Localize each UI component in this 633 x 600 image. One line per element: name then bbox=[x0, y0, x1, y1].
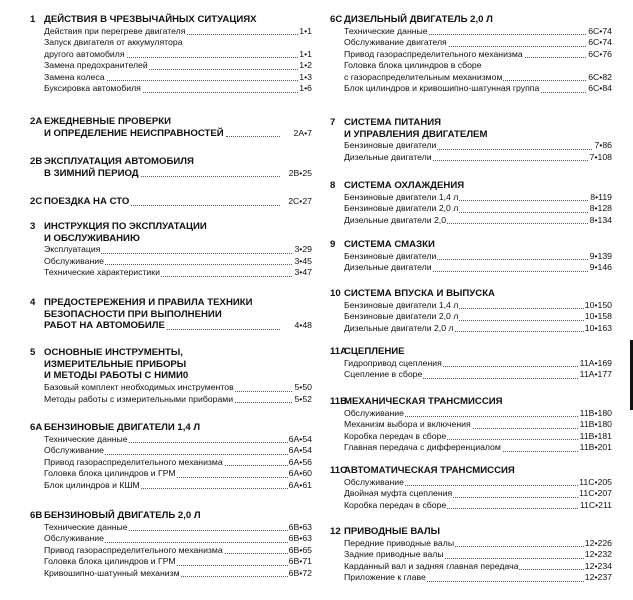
entry-page-number: 10•150 bbox=[584, 299, 612, 310]
entry-title: Бензиновые двигатели 1,4 л bbox=[344, 299, 459, 310]
chapter-title: ПРЕДОСТЕРЕЖЕНИЯ И ПРАВИЛА ТЕХНИКИ БЕЗОПАСНОСТИ ПРИ ВЫПОЛНЕНИИ РАБОТ НА АВТОМОБИЛЕ bbox=[44, 297, 253, 332]
toc-section bbox=[330, 465, 612, 511]
toc-entry[interactable] bbox=[330, 83, 612, 95]
entry-title: Технические данные bbox=[44, 433, 128, 444]
toc-entry[interactable] bbox=[30, 457, 312, 469]
entry-title: Эксплуатация bbox=[44, 244, 101, 255]
entry-title: Дизельные двигатели bbox=[344, 262, 432, 273]
chapter-heading[interactable] bbox=[30, 422, 312, 434]
entry-title: Передние приводные валы bbox=[344, 537, 455, 548]
chapter-page-number: 2A•7 bbox=[293, 127, 312, 138]
chapter-title: СИСТЕМА ПИТАНИЯ И УПРАВЛЕНИЯ ДВИГАТЕЛЕМ bbox=[344, 117, 488, 140]
chapter-title: ПРИВОДНЫЕ ВАЛЫ bbox=[344, 526, 441, 537]
chapter-number: 6A bbox=[30, 422, 43, 433]
toc-entry[interactable] bbox=[30, 267, 312, 279]
toc-entry[interactable] bbox=[330, 60, 612, 83]
chapter-title: ОСНОВНЫЕ ИНСТРУМЕНТЫ, ИЗМЕРИТЕЛЬНЫЕ ПРИБОРЫ И МЕТОДЫ РАБОТЫ С НИМИ0 bbox=[44, 347, 189, 382]
entry-title: Механизм выбора и включения bbox=[344, 419, 471, 430]
toc-section bbox=[30, 116, 312, 139]
toc-entry[interactable] bbox=[30, 468, 312, 480]
toc-entry[interactable] bbox=[330, 251, 612, 263]
entry-title: Головка блока цилиндров и ГРМ bbox=[44, 556, 176, 567]
entry-title: Дизельные двигатели bbox=[344, 151, 432, 162]
toc-section bbox=[30, 196, 312, 208]
entry-page-number: 11C•205 bbox=[579, 476, 612, 487]
chapter-heading[interactable] bbox=[30, 196, 312, 208]
chapter-number: 2A bbox=[30, 116, 43, 127]
entry-title: Замена колеса bbox=[44, 71, 105, 82]
entry-page-number: 11B•180 bbox=[579, 407, 612, 418]
entry-title: Блок цилиндров и КШМ bbox=[44, 479, 140, 490]
entry-page-number: 3•45 bbox=[294, 255, 312, 266]
toc-entry[interactable] bbox=[330, 561, 612, 573]
entry-page-number: 8•134 bbox=[589, 214, 612, 225]
entry-title-continued: другого автомобиля bbox=[44, 48, 125, 59]
entry-page-number: 8•119 bbox=[590, 191, 612, 202]
entry-page-number: 3•29 bbox=[294, 244, 312, 255]
chapter-number: 11A bbox=[330, 346, 348, 357]
chapter-heading[interactable] bbox=[30, 14, 312, 26]
chapter-page-number: 2B•25 bbox=[288, 167, 312, 178]
entry-title: Бензиновые двигатели 1,4 л bbox=[344, 191, 459, 202]
toc-entry[interactable] bbox=[30, 26, 312, 38]
toc-section bbox=[30, 510, 312, 579]
toc-section bbox=[30, 347, 312, 405]
toc-entry[interactable] bbox=[330, 26, 612, 38]
entry-title: Обслуживание bbox=[344, 476, 404, 487]
chapter-title: ДИЗЕЛЬНЫЙ ДВИГАТЕЛЬ 2,0 Л bbox=[344, 14, 493, 25]
chapter-number: 4 bbox=[30, 297, 36, 308]
toc-entry[interactable] bbox=[330, 323, 612, 335]
toc-section bbox=[330, 117, 612, 163]
chapter-heading[interactable] bbox=[330, 465, 612, 477]
toc-entry[interactable] bbox=[330, 203, 612, 215]
chapter-heading[interactable] bbox=[30, 156, 312, 179]
chapter-heading[interactable] bbox=[30, 297, 312, 332]
chapter-title: СИСТЕМА СМАЗКИ bbox=[344, 239, 435, 250]
toc-section bbox=[30, 422, 312, 491]
entry-title: Запуск двигателя от аккумулятора bbox=[44, 37, 183, 48]
entry-page-number: 10•163 bbox=[584, 322, 612, 333]
chapter-heading[interactable] bbox=[330, 346, 612, 358]
chapter-number: 9 bbox=[330, 239, 336, 250]
entry-page-number: 7•108 bbox=[589, 151, 612, 162]
toc-entry[interactable] bbox=[330, 311, 612, 323]
entry-page-number: 11A•169 bbox=[579, 357, 612, 368]
entry-page-number: 6A•61 bbox=[288, 479, 312, 490]
chapter-number: 3 bbox=[30, 221, 36, 232]
entry-page-number: 11C•211 bbox=[579, 499, 612, 510]
entry-page-number: 1•3 bbox=[299, 71, 312, 82]
entry-title: Обслуживание bbox=[44, 445, 104, 456]
toc-section bbox=[30, 221, 312, 279]
leader-dots bbox=[141, 176, 280, 177]
leader-dots bbox=[131, 205, 280, 206]
entry-title: Методы работы с измерительными приборами bbox=[44, 393, 234, 404]
chapter-heading[interactable] bbox=[30, 347, 312, 382]
toc-entry[interactable] bbox=[330, 538, 612, 550]
toc-entry[interactable] bbox=[30, 568, 312, 580]
toc-section bbox=[30, 156, 312, 179]
entry-page-number: 6A•56 bbox=[288, 456, 312, 467]
entry-page-number: 11B•181 bbox=[579, 430, 612, 441]
chapter-page-number: 4•48 bbox=[294, 320, 312, 331]
toc-entry[interactable] bbox=[330, 442, 612, 454]
entry-title: Приложение к главе bbox=[344, 572, 426, 583]
toc-entry[interactable] bbox=[30, 244, 312, 256]
toc-section bbox=[330, 288, 612, 334]
chapter-number: 2C bbox=[30, 196, 43, 207]
chapter-number: 6B bbox=[30, 510, 43, 521]
entry-title: Буксировка автомобиля bbox=[44, 83, 141, 94]
entry-title: Бензиновые двигатели bbox=[344, 250, 437, 261]
entry-page-number: 1•1 bbox=[299, 48, 312, 59]
toc-entry[interactable] bbox=[330, 140, 612, 152]
entry-title: Технические данные bbox=[344, 25, 428, 36]
toc-section bbox=[330, 346, 612, 381]
entry-page-number: 10•158 bbox=[584, 311, 612, 322]
entry-page-number: 12•226 bbox=[584, 537, 612, 548]
entry-page-number: 6B•63 bbox=[288, 533, 312, 544]
leader-dots bbox=[226, 136, 280, 137]
entry-page-number: 6C•74 bbox=[588, 25, 612, 36]
chapter-page-number: 2C•27 bbox=[288, 196, 312, 206]
entry-page-number: 12•237 bbox=[584, 572, 612, 583]
entry-title: Кривошипно-шатунный механизм bbox=[44, 567, 180, 578]
chapter-title: ЕЖЕДНЕВНЫЕ ПРОВЕРКИ И ОПРЕДЕЛЕНИЕ НЕИСПРАВНОСТЕЙ bbox=[44, 116, 224, 139]
chapter-number: 8 bbox=[330, 180, 336, 191]
chapter-heading[interactable] bbox=[30, 510, 312, 522]
chapter-heading[interactable] bbox=[330, 14, 612, 26]
toc-entry[interactable] bbox=[30, 382, 312, 394]
toc-entry[interactable] bbox=[330, 488, 612, 500]
entry-page-number: 5•50 bbox=[294, 382, 312, 393]
toc-entry[interactable] bbox=[330, 49, 612, 61]
entry-page-number: 6A•54 bbox=[288, 445, 312, 456]
toc-entry[interactable] bbox=[30, 445, 312, 457]
toc-entry[interactable] bbox=[30, 533, 312, 545]
entry-page-number: 11A•177 bbox=[579, 369, 612, 380]
toc-entry[interactable] bbox=[330, 37, 612, 49]
toc-entry[interactable] bbox=[30, 545, 312, 557]
entry-title: Бензиновые двигатели 2,0 л bbox=[344, 203, 459, 214]
entry-page-number: 6B•63 bbox=[288, 521, 312, 532]
toc-entry[interactable] bbox=[330, 500, 612, 512]
chapter-heading[interactable] bbox=[330, 526, 612, 538]
toc-entry[interactable] bbox=[330, 369, 612, 381]
entry-title: Замена предохранителей bbox=[44, 60, 148, 71]
entry-page-number: 6C•76 bbox=[588, 48, 612, 59]
chapter-heading[interactable] bbox=[330, 117, 612, 140]
entry-title: Технические данные bbox=[44, 521, 128, 532]
toc-entry[interactable] bbox=[330, 549, 612, 561]
entry-title: Привод газораспределительного механизма bbox=[44, 456, 223, 467]
chapter-title: АВТОМАТИЧЕСКАЯ ТРАНСМИССИЯ bbox=[344, 465, 515, 476]
entry-title: Дизельные двигатели 2,0 bbox=[344, 214, 447, 225]
entry-page-number: 1•6 bbox=[299, 83, 312, 94]
entry-page-number: 1•1 bbox=[299, 25, 312, 36]
leader-dots bbox=[167, 329, 280, 330]
entry-title: Двойная муфта сцепления bbox=[344, 488, 453, 499]
entry-title: Коробка передач в сборе bbox=[344, 499, 447, 510]
chapter-title: СИСТЕМА ОХЛАЖДЕНИЯ bbox=[344, 180, 465, 191]
toc-entry[interactable] bbox=[30, 256, 312, 268]
chapter-number: 10 bbox=[330, 288, 341, 299]
chapter-heading[interactable] bbox=[330, 180, 612, 192]
toc-section bbox=[330, 396, 612, 454]
chapter-heading[interactable] bbox=[330, 239, 612, 251]
toc-entry[interactable] bbox=[330, 419, 612, 431]
toc-section bbox=[330, 180, 612, 226]
entry-title: Задние приводные валы bbox=[344, 549, 444, 560]
toc-entry[interactable] bbox=[330, 262, 612, 274]
entry-title: Обслуживание bbox=[44, 533, 104, 544]
entry-page-number: 12•234 bbox=[584, 560, 612, 571]
toc-entry[interactable] bbox=[330, 215, 612, 227]
chapter-title: ИНСТРУКЦИЯ ПО ЭКСПЛУАТАЦИИ И ОБСЛУЖИВАНИЮ bbox=[44, 221, 207, 244]
entry-title: Гидропривод сцепления bbox=[344, 357, 442, 368]
entry-title: Блок цилиндров и кривошипно-шатунная группа bbox=[344, 83, 540, 94]
chapter-heading[interactable] bbox=[30, 221, 312, 244]
entry-page-number: 9•139 bbox=[589, 250, 612, 261]
chapter-title: БЕНЗИНОВЫЕ ДВИГАТЕЛИ 1,4 Л bbox=[44, 422, 201, 433]
chapter-number: 11B bbox=[330, 396, 348, 407]
chapter-number: 2B bbox=[30, 156, 43, 167]
entry-page-number: 9•146 bbox=[589, 262, 612, 273]
chapter-title: ПОЕЗДКА НА СТО bbox=[44, 196, 130, 207]
entry-title: Технические характеристики bbox=[44, 267, 160, 278]
entry-title: Сцепление в сборе bbox=[344, 369, 423, 380]
toc-entry[interactable] bbox=[30, 394, 312, 406]
toc-section bbox=[30, 297, 312, 332]
toc-entry[interactable] bbox=[330, 408, 612, 420]
chapter-heading[interactable] bbox=[30, 116, 312, 139]
chapter-number: 12 bbox=[330, 526, 341, 537]
chapter-number: 1 bbox=[30, 14, 36, 25]
entry-page-number: 6A•54 bbox=[288, 433, 312, 444]
entry-title: Главная передача с дифференциалом bbox=[344, 442, 501, 453]
chapter-number: 11C bbox=[330, 465, 348, 476]
entry-page-number: 6B•65 bbox=[288, 544, 312, 555]
entry-title: Бензиновые двигатели bbox=[344, 140, 437, 151]
chapter-title: БЕНЗИНОВЫЙ ДВИГАТЕЛЬ 2,0 Л bbox=[44, 510, 201, 521]
entry-page-number: 8•128 bbox=[589, 203, 612, 214]
entry-page-number: 11B•201 bbox=[579, 442, 612, 453]
entry-title: Действия при перегреве двигателя bbox=[44, 25, 186, 36]
entry-title: Привод газораспределительного механизма bbox=[44, 544, 223, 555]
chapter-heading[interactable] bbox=[330, 396, 612, 408]
toc-entry[interactable] bbox=[30, 83, 312, 95]
toc-entry[interactable] bbox=[30, 522, 312, 534]
entry-title: Привод газораспределительного механизма bbox=[344, 48, 523, 59]
toc-entry[interactable] bbox=[30, 60, 312, 72]
toc-entry[interactable] bbox=[330, 572, 612, 584]
toc-entry[interactable] bbox=[330, 358, 612, 370]
toc-section bbox=[30, 14, 312, 95]
entry-title: Обслуживание bbox=[344, 407, 404, 418]
toc-section bbox=[330, 526, 612, 584]
toc-entry[interactable] bbox=[330, 152, 612, 164]
entry-title: Обслуживание двигателя bbox=[344, 37, 447, 48]
toc-entry[interactable] bbox=[30, 72, 312, 84]
chapter-title: МЕХАНИЧЕСКАЯ ТРАНСМИССИЯ bbox=[344, 396, 503, 407]
toc-entry[interactable] bbox=[330, 300, 612, 312]
entry-page-number: 6B•71 bbox=[288, 556, 312, 567]
entry-page-number: 5•52 bbox=[294, 393, 312, 404]
entry-page-number: 7•86 bbox=[594, 140, 612, 151]
chapter-title: СИСТЕМА ВПУСКА И ВЫПУСКА bbox=[344, 288, 495, 299]
toc-entry[interactable] bbox=[30, 37, 312, 60]
entry-title-continued: с газораспределительным механизмом bbox=[344, 71, 503, 82]
chapter-number: 5 bbox=[30, 347, 36, 358]
toc-entry[interactable] bbox=[30, 556, 312, 568]
entry-title: Головка блока цилиндров и ГРМ bbox=[44, 468, 176, 479]
entry-title: Коробка передач в сборе bbox=[344, 430, 447, 441]
toc-entry[interactable] bbox=[30, 480, 312, 492]
entry-page-number: 11C•207 bbox=[579, 488, 612, 499]
entry-page-number: 6B•72 bbox=[288, 567, 312, 578]
toc-section bbox=[330, 239, 612, 274]
toc-entry[interactable] bbox=[330, 477, 612, 489]
chapter-heading[interactable] bbox=[330, 288, 612, 300]
entry-title: Обслуживание bbox=[44, 255, 104, 266]
entry-page-number: 6C•84 bbox=[588, 83, 612, 94]
entry-title: Дизельные двигатели 2,0 л bbox=[344, 322, 454, 333]
entry-title: Базовый комплект необходимых инструментов bbox=[44, 382, 234, 393]
chapter-title: ДЕЙСТВИЯ В ЧРЕЗВЫЧАЙНЫХ СИТУАЦИЯХ bbox=[44, 14, 257, 25]
entry-title: Головка блока цилиндров в сборе bbox=[344, 60, 482, 71]
chapter-number: 6C bbox=[330, 14, 343, 25]
entry-page-number: 1•2 bbox=[299, 60, 312, 71]
entry-page-number: 6C•82 bbox=[588, 71, 612, 82]
entry-page-number: 11B•180 bbox=[579, 419, 612, 430]
chapter-title: СЦЕПЛЕНИЕ bbox=[344, 346, 405, 357]
chapter-title: ЭКСПЛУАТАЦИЯ АВТОМОБИЛЯ В ЗИМНИЙ ПЕРИОД bbox=[44, 156, 194, 179]
entry-title: Карданный вал и задняя главная передача bbox=[344, 560, 519, 571]
entry-page-number: 3•47 bbox=[294, 267, 312, 278]
toc-entry[interactable] bbox=[330, 192, 612, 204]
chapter-number: 7 bbox=[330, 117, 336, 128]
entry-page-number: 12•232 bbox=[584, 549, 612, 560]
entry-page-number: 6A•60 bbox=[288, 468, 312, 479]
entry-title: Бензиновые двигатели 2,0 л bbox=[344, 311, 459, 322]
toc-section bbox=[330, 14, 612, 95]
toc-entry[interactable] bbox=[330, 431, 612, 443]
entry-page-number: 6C•74 bbox=[588, 37, 612, 48]
toc-entry[interactable] bbox=[30, 434, 312, 446]
